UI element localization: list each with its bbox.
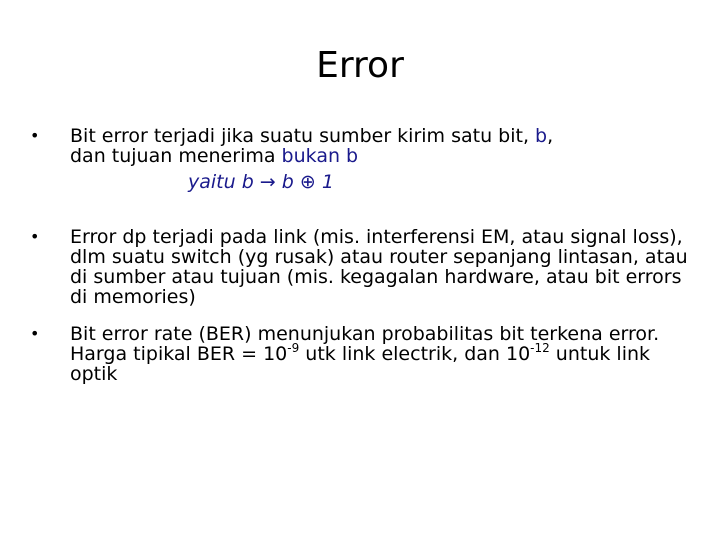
- bullet-text: untuk link optik: [70, 343, 651, 385]
- bullet-text: dan tujuan menerima: [70, 145, 282, 167]
- bullet-text: utk link electrik, dan 10: [299, 343, 531, 365]
- bullet-text: Bit error rate (BER) menunjukan probabilitas bit terkena error. Harga tipikal BER = 10: [70, 323, 660, 365]
- bullet-text: Error dp terjadi pada link (mis. interferensi EM, atau signal loss), dlm suatu switch (yg rusak) atau router sepanjang lintasan, atau di sumber atau tujuan (mis. kegagalan hardware, atau bit errors di memories): [70, 226, 688, 308]
- bullet-ber: [30, 324, 690, 384]
- formula: yaitu b → b ⊕ 1: [188, 171, 334, 193]
- exponent: -9: [287, 341, 300, 355]
- bullet-text: Bit error terjadi jika suatu sumber kirim satu bit,: [70, 125, 536, 147]
- bullet-marker: •: [30, 324, 40, 343]
- variable-b: b: [535, 125, 548, 147]
- bullet-text: ,: [547, 125, 554, 147]
- emphasis-text: bukan b: [281, 145, 359, 167]
- slide-title: Error: [316, 45, 404, 86]
- exponent: -12: [530, 341, 550, 355]
- bullet-bit-error: [30, 126, 690, 192]
- bullet-error-sources: [30, 227, 690, 307]
- bullet-marker: •: [30, 227, 40, 246]
- bullet-marker: •: [30, 126, 40, 145]
- bullet-list: [30, 126, 690, 384]
